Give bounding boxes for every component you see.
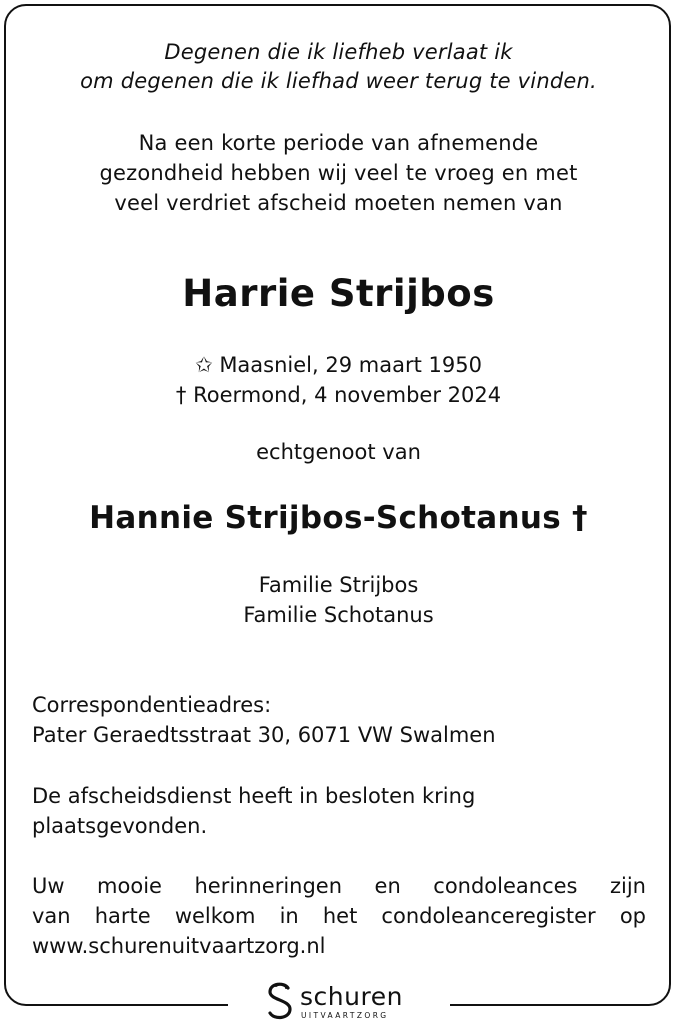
condolence-block — [32, 871, 646, 961]
correspondence-label: Correspondentieadres: — [32, 693, 272, 717]
deceased-name: Harrie Strijbos — [182, 272, 495, 315]
intro-line-1: Na een korte periode van afnemende — [138, 131, 539, 155]
service-line-1: De afscheidsdienst heeft in besloten kring — [32, 784, 476, 808]
logo-subtitle: UITVAARTZORG — [301, 1011, 389, 1020]
birth-line: ✩ Maasniel, 29 maart 1950 — [195, 353, 482, 377]
death-line: † Roermond, 4 november 2024 — [175, 383, 502, 407]
condolence-line-1: Uw mooie herinneringen en condoleances zijn — [32, 874, 646, 898]
spouse-name: Hannie Strijbos-Schotanus † — [89, 500, 588, 536]
intro-line-2: gezondheid hebben wij veel te vroeg en met — [99, 161, 578, 185]
spouse-label: echtgenoot van — [256, 440, 421, 464]
life-dates — [0, 350, 677, 410]
intro-line-3: veel verdriet afscheid moeten nemen van — [114, 191, 563, 215]
service-block — [32, 781, 646, 841]
schuren-logo — [264, 980, 414, 1024]
quote-line-1: Degenen die ik liefheb verlaat ik — [164, 40, 513, 64]
logo-word: schuren — [300, 982, 403, 1011]
s-logo-mark-icon — [264, 980, 296, 1022]
service-line-2: plaatsgevonden. — [32, 814, 208, 838]
quote-line-2: om degenen die ik liefhad weer terug te vinden. — [80, 69, 597, 93]
opening-quote — [0, 38, 677, 96]
family-names — [0, 570, 677, 630]
family-line-1: Familie Strijbos — [258, 573, 419, 597]
correspondence-block — [32, 690, 646, 750]
intro-text — [0, 128, 677, 218]
family-line-2: Familie Schotanus — [243, 603, 434, 627]
condolence-line-2: van harte welkom in het condoleanceregister op — [32, 904, 646, 928]
correspondence-address: Pater Geraedtsstraat 30, 6071 VW Swalmen — [32, 723, 496, 747]
condolence-url: www.schurenuitvaartzorg.nl — [32, 934, 326, 958]
